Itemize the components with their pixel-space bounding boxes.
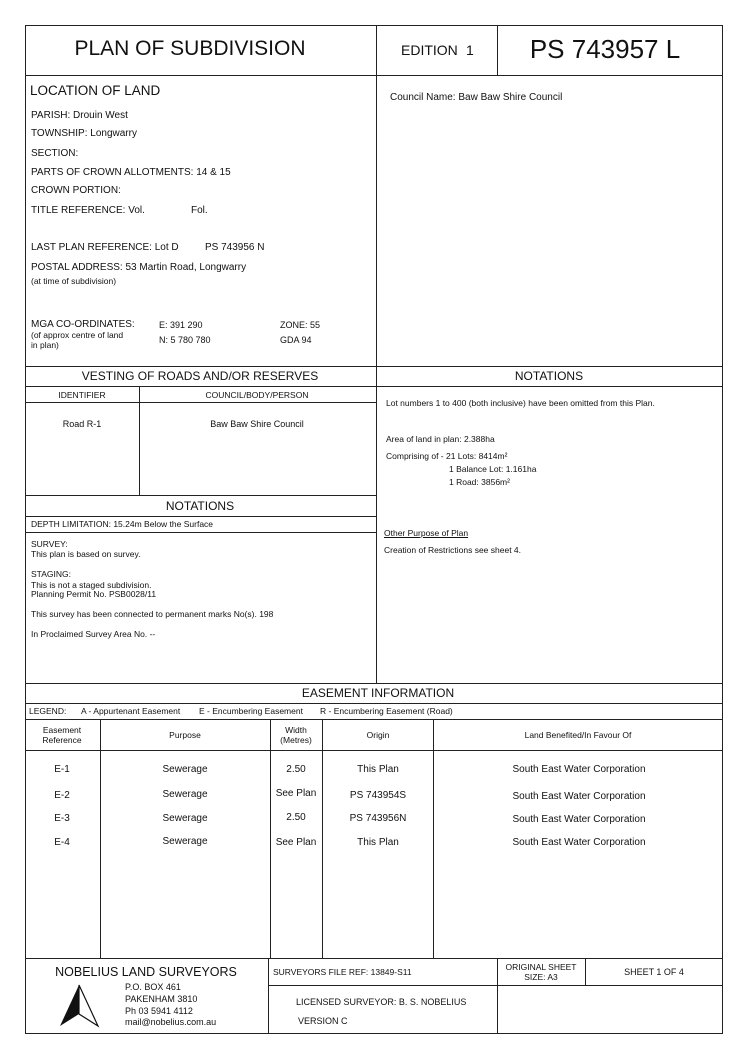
edition-label: EDITION	[401, 42, 458, 58]
table-row-benefit: South East Water Corporation	[512, 837, 646, 848]
table-row-ref: E-2	[54, 790, 70, 801]
table-row-ref: E-4	[54, 837, 70, 848]
col-council-body: COUNCIL/BODY/PERSON	[205, 390, 309, 400]
last-plan-reference: LAST PLAN REFERENCE: Lot D	[31, 242, 179, 253]
sheet-number: SHEET 1 OF 4	[624, 967, 684, 977]
datum: GDA 94	[280, 335, 312, 345]
zone: ZONE: 55	[280, 320, 321, 330]
table-row-benefit: South East Water Corporation	[512, 764, 646, 775]
surveyor-logo-icon	[56, 984, 102, 1028]
surveyors-file-ref: SURVEYORS FILE REF: 13849-S11	[273, 967, 412, 977]
depth-limitation: DEPTH LIMITATION: 15.24m Below the Surface	[31, 519, 214, 529]
po-box: P.O. BOX 461	[125, 982, 181, 992]
licensed-surveyor: LICENSED SURVEYOR: B. S. NOBELIUS	[296, 997, 467, 1007]
comprising: Comprising of - 21 Lots: 8414m²	[386, 451, 508, 461]
table-row-purpose: Sewerage	[162, 764, 208, 775]
title-reference-fol: Fol.	[191, 205, 208, 216]
mga-note-2: in plan)	[31, 340, 59, 350]
northing: N: 5 780 780	[159, 335, 211, 345]
proclaimed-area: In Proclaimed Survey Area No. --	[31, 629, 156, 639]
location-heading: LOCATION OF LAND	[30, 83, 161, 98]
table-row-origin: This Plan	[357, 764, 399, 775]
other-purpose-text: Creation of Restrictions see sheet 4.	[384, 545, 522, 555]
table-row-origin: This Plan	[357, 837, 399, 848]
original-sheet-1: ORIGINAL SHEET	[505, 962, 577, 972]
title-reference: TITLE REFERENCE: Vol.	[31, 205, 145, 216]
table-row-purpose: Sewerage	[162, 789, 208, 800]
table-row-width: See Plan	[275, 788, 317, 799]
permanent-marks: This survey has been connected to permanent marks No(s). 198	[31, 609, 274, 619]
col-width-1: Width	[285, 725, 307, 735]
legend-label: LEGEND:	[29, 706, 67, 716]
postal-address: POSTAL ADDRESS: 53 Martin Road, Longwarry	[31, 262, 247, 273]
table-row-benefit: South East Water Corporation	[512, 814, 646, 825]
plan-number: PS 743957 L	[529, 34, 681, 64]
table-row-purpose: Sewerage	[162, 836, 208, 847]
vesting-identifier: Road R-1	[62, 419, 102, 429]
legend-road: R - Encumbering Easement (Road)	[320, 706, 453, 716]
road-area: 1 Road: 3856m²	[449, 477, 510, 487]
table-row-width: See Plan	[275, 837, 317, 848]
postal-note: (at time of subdivision)	[31, 276, 117, 286]
table-row-benefit: South East Water Corporation	[512, 791, 646, 802]
table-row-width: 2.50	[286, 764, 306, 775]
survey-text: This plan is based on survey.	[31, 549, 141, 559]
table-row-ref: E-3	[54, 813, 70, 824]
table-row-width: 2.50	[286, 812, 306, 823]
col-width-2: (Metres)	[280, 735, 312, 745]
mga-note-1: (of approx centre of land	[31, 330, 124, 340]
easting: E: 391 290	[159, 320, 203, 330]
table-row-purpose: Sewerage	[162, 813, 208, 824]
council-name: Council Name: Baw Baw Shire Council	[390, 92, 563, 103]
last-plan-reference-value: PS 743956 N	[205, 242, 265, 253]
easement-heading: EASEMENT INFORMATION	[301, 686, 455, 700]
vesting-council: Baw Baw Shire Council	[210, 419, 304, 429]
area-of-land: Area of land in plan: 2.388ha	[386, 434, 495, 444]
mga-label: MGA CO-ORDINATES:	[31, 319, 135, 330]
legend-appurtenant: A - Appurtenant Easement	[81, 706, 181, 716]
edition-number: 1	[466, 42, 474, 58]
email: mail@nobelius.com.au	[125, 1017, 217, 1027]
survey-label: SURVEY:	[31, 539, 68, 549]
crown-allotments: PARTS OF CROWN ALLOTMENTS: 14 & 15	[31, 167, 231, 178]
col-origin: Origin	[366, 730, 390, 740]
table-row-origin: PS 743956N	[349, 813, 407, 824]
staging-text: This is not a staged subdivision.	[31, 580, 152, 590]
col-land-benefited: Land Benefited/In Favour Of	[524, 730, 632, 740]
notations-right-heading: NOTATIONS	[514, 369, 584, 383]
col-purpose: Purpose	[169, 730, 201, 740]
vesting-heading: VESTING OF ROADS AND/OR RESERVES	[81, 369, 319, 383]
table-row-origin: PS 743954S	[349, 790, 407, 801]
original-sheet-2: SIZE: A3	[524, 972, 558, 982]
balance-lot: 1 Balance Lot: 1.161ha	[449, 464, 537, 474]
section: SECTION:	[31, 148, 79, 159]
town: PAKENHAM 3810	[125, 994, 198, 1004]
version: VERSION C	[298, 1016, 348, 1026]
staging-label: STAGING:	[31, 569, 71, 579]
col-easement-ref-2: Reference	[42, 735, 82, 745]
planning-permit: Planning Permit No. PSB0028/11	[31, 589, 157, 599]
notations-left-heading: NOTATIONS	[165, 499, 235, 513]
other-purpose-heading: Other Purpose of Plan	[384, 528, 469, 538]
township: TOWNSHIP: Longwarry	[31, 128, 137, 139]
legend-encumbering: E - Encumbering Easement	[199, 706, 303, 716]
crown-portion: CROWN PORTION:	[31, 185, 121, 196]
col-easement-ref-1: Easement	[42, 725, 82, 735]
firm-name: NOBELIUS LAND SURVEYORS	[55, 965, 237, 979]
col-identifier: IDENTIFIER	[58, 390, 106, 400]
parish: PARISH: Drouin West	[31, 110, 128, 121]
plan-title: PLAN OF SUBDIVISION	[74, 37, 306, 60]
phone: Ph 03 5941 4112	[125, 1006, 193, 1016]
lot-numbers-note: Lot numbers 1 to 400 (both inclusive) have been omitted from this Plan.	[386, 398, 655, 408]
table-row-ref: E-1	[54, 764, 70, 775]
